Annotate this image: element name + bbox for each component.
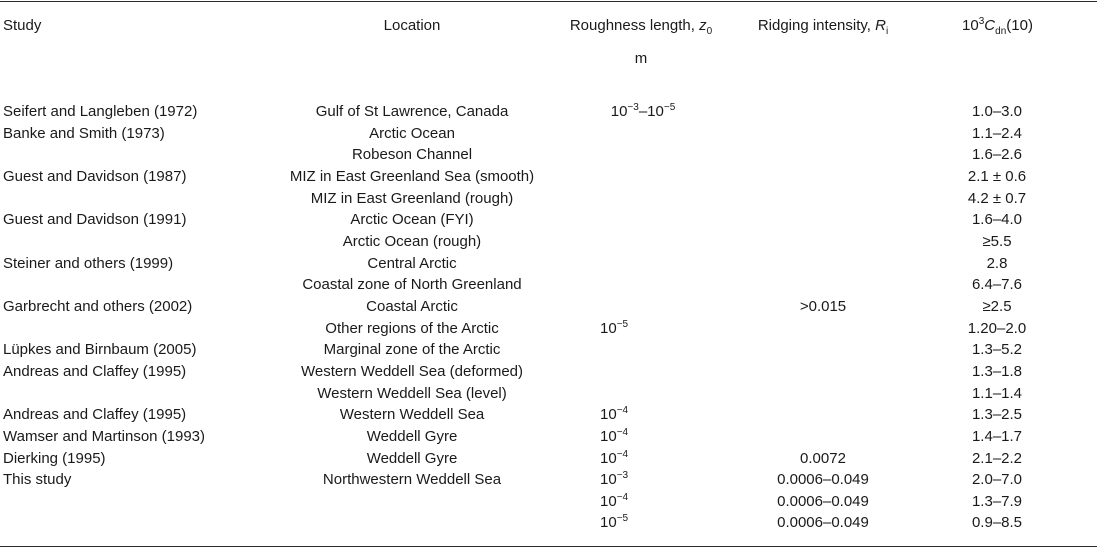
- roughness-cell: $10^{-4}$: [600, 405, 629, 424]
- table-body: [0, 101, 1097, 534]
- location-cell: Arctic Ocean (rough): [342, 232, 482, 250]
- study-cell: Lüpkes and Birnbaum (2005): [3, 341, 197, 359]
- table-row: [0, 448, 1097, 470]
- location-cell: Weddell Gyre: [366, 449, 458, 467]
- drag-coefficient-cell: 4.2 ± 0.7: [967, 189, 1027, 207]
- table-row: [0, 296, 1097, 318]
- roughness-cell: $10^{-4}$: [600, 491, 629, 510]
- table-row: [0, 188, 1097, 210]
- location-cell: Weddell Gyre: [366, 427, 458, 445]
- location-cell: Western Weddell Sea (deformed): [300, 362, 524, 380]
- table-row: [0, 209, 1097, 231]
- drag-coefficient-cell: 1.6–2.6: [971, 146, 1023, 164]
- drag-coefficient-cell: 1.3–1.8: [971, 362, 1023, 380]
- table-row: [0, 512, 1097, 534]
- location-cell: Western Weddell Sea: [339, 406, 485, 424]
- table-row: [0, 274, 1097, 296]
- location-cell: Central Arctic: [367, 254, 457, 272]
- location-cell: MIZ in East Greenland Sea (smooth): [289, 167, 535, 185]
- drag-coefficient-cell: 1.3–2.5: [971, 406, 1023, 424]
- roughness-cell: $10^{-4}$: [600, 448, 629, 467]
- location-cell: Other regions of the Arctic: [325, 319, 499, 337]
- drag-coefficient-cell: 1.20–2.0: [967, 319, 1027, 337]
- study-cell: Guest and Davidson (1987): [3, 167, 187, 185]
- location-cell: Marginal zone of the Arctic: [323, 341, 501, 359]
- drag-coefficient-cell: 1.0–3.0: [971, 103, 1023, 120]
- table-bottom-rule: [0, 546, 1097, 547]
- table-row: [0, 339, 1097, 361]
- header-roughness-unit: m: [634, 50, 648, 67]
- drag-coefficient-cell: 1.4–1.7: [971, 427, 1023, 445]
- header-drag-coefficient: $10^3C_{dn}(10)$: [962, 16, 1033, 37]
- roughness-cell: $10^{-3}-10^{-5}$: [610, 102, 676, 120]
- table-row: [0, 144, 1097, 166]
- table-row: [0, 469, 1097, 491]
- roughness-cell: $10^{-4}$: [600, 426, 629, 445]
- drag-coefficient-cell: 1.1–1.4: [971, 384, 1023, 402]
- table-row: [0, 231, 1097, 253]
- roughness-cell: $10^{-5}$: [600, 513, 629, 532]
- study-cell: Dierking (1995): [3, 449, 106, 467]
- study-cell: Seifert and Langleben (1972): [3, 103, 198, 120]
- roughness-cell: $10^{-3}$: [600, 470, 629, 489]
- study-cell: Andreas and Claffey (1995): [3, 362, 187, 380]
- location-cell: Gulf of St Lawrence, Canada: [315, 103, 509, 120]
- table-row: [0, 101, 1097, 123]
- table-row: [0, 253, 1097, 275]
- drag-coefficient-cell: 2.0–7.0: [971, 471, 1023, 489]
- location-cell: Western Weddell Sea (level): [317, 384, 507, 402]
- study-cell: This study: [3, 471, 72, 489]
- drag-coefficient-cell: 2.8: [986, 254, 1008, 272]
- ridging-cell: 0.0006–0.049: [777, 514, 869, 532]
- ridging-cell: >0.015: [799, 297, 847, 315]
- location-cell: Coastal zone of North Greenland: [302, 276, 522, 294]
- drag-coefficient-cell: 1.3–7.9: [971, 492, 1023, 510]
- location-cell: Northwestern Weddell Sea: [322, 471, 502, 489]
- ridging-cell: 0.0072: [800, 449, 846, 467]
- location-cell: Arctic Ocean (FYI): [350, 211, 474, 229]
- table-row: [0, 123, 1097, 145]
- study-cell: Wamser and Martinson (1993): [3, 427, 206, 445]
- ridging-cell: 0.0006–0.049: [777, 471, 869, 489]
- table-top-rule: [0, 1, 1097, 2]
- header-ridging: Ridging intensity, $R_i$: [757, 17, 889, 37]
- drag-coefficient-cell: 1.1–2.4: [971, 124, 1023, 142]
- roughness-cell: $10^{-5}$: [600, 318, 629, 337]
- location-cell: Robeson Channel: [351, 146, 473, 164]
- location-cell: Arctic Ocean: [369, 124, 455, 142]
- table-row: [0, 404, 1097, 426]
- table-row: [0, 166, 1097, 188]
- drag-coefficient-cell: 1.6–4.0: [971, 211, 1023, 229]
- study-cell: Banke and Smith (1973): [3, 124, 165, 142]
- drag-coefficient-cell: 1.3–5.2: [971, 341, 1023, 359]
- study-cell: Garbrecht and others (2002): [3, 297, 193, 315]
- location-cell: Coastal Arctic: [366, 297, 458, 315]
- ridging-cell: 0.0006–0.049: [777, 492, 869, 510]
- header-roughness: Roughness length, $z_0$: [569, 17, 713, 37]
- location-cell: MIZ in East Greenland (rough): [310, 189, 514, 207]
- study-cell: Guest and Davidson (1991): [3, 211, 187, 229]
- table-row: [0, 491, 1097, 513]
- drag-coefficient-cell: ≥5.5: [982, 232, 1012, 250]
- table-row: [0, 383, 1097, 405]
- header-study: Study: [3, 17, 42, 34]
- drag-coefficient-cell: 2.1–2.2: [971, 449, 1023, 467]
- drag-coefficient-cell: 2.1 ± 0.6: [967, 167, 1027, 185]
- table-row: [0, 318, 1097, 340]
- table-row: [0, 426, 1097, 448]
- drag-coefficient-cell: ≥2.5: [982, 297, 1012, 315]
- study-cell: Steiner and others (1999): [3, 254, 174, 272]
- drag-coefficient-cell: 6.4–7.6: [971, 276, 1023, 294]
- study-cell: Andreas and Claffey (1995): [3, 406, 187, 424]
- table-row: [0, 361, 1097, 383]
- drag-coefficient-cell: 0.9–8.5: [971, 514, 1023, 532]
- header-location: Location: [383, 17, 441, 34]
